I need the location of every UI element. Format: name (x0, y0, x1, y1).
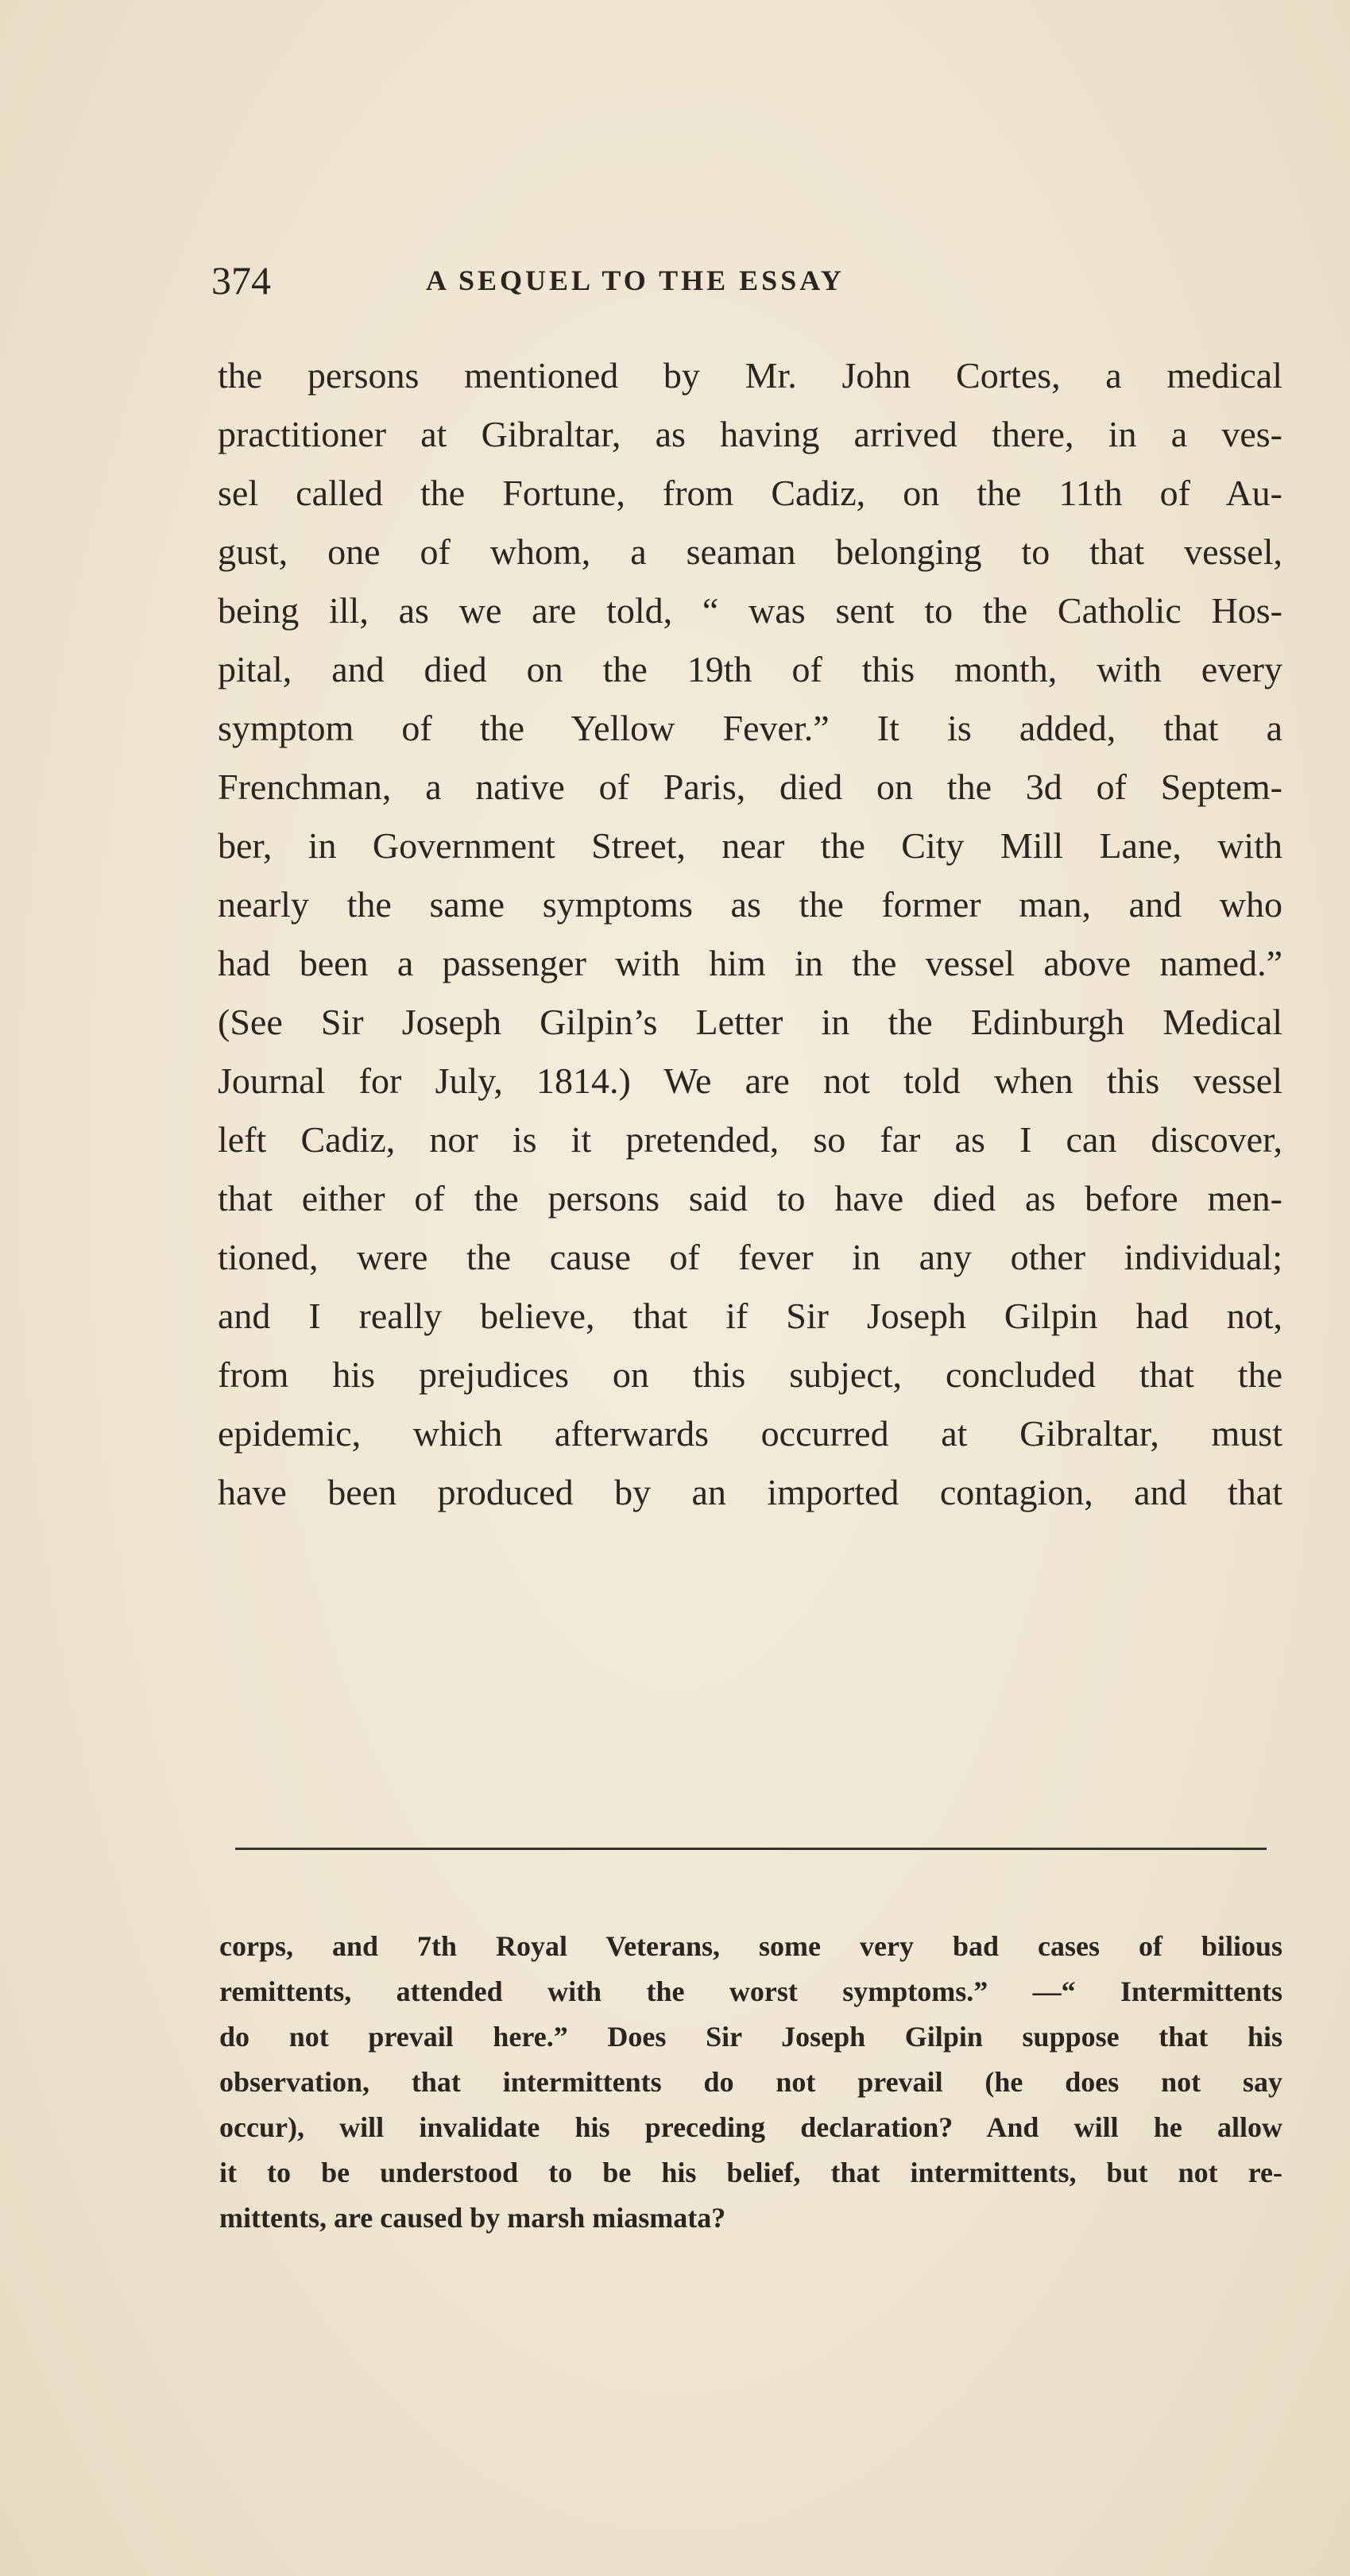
page-number: 374 (211, 258, 271, 303)
running-head: A SEQUEL TO THE ESSAY (426, 265, 845, 296)
body-line: left Cadiz, nor is it pretended, so far as I can discover, (218, 1119, 1282, 1160)
body-line: have been produced by an imported contagion, and that (218, 1472, 1282, 1512)
body-line: being ill, as we are told, “ was sent to the Catholic Hos- (218, 590, 1282, 631)
body-line: and I really believe, that if Sir Joseph Gilpin had not, (218, 1296, 1282, 1336)
body-line: (See Sir Joseph Gilpin’s Letter in the Edinburgh Medical (218, 1002, 1282, 1042)
body-line: pital, and died on the 19th of this month, with every (218, 649, 1282, 689)
body-line: ber, in Government Street, near the City Mill Lane, with (218, 825, 1282, 866)
footnote-line: do not prevail here.” Does Sir Joseph Gilpin suppose that his (219, 2021, 1282, 2053)
body-line: sel called the Fortune, from Cadiz, on the 11th of Au- (218, 473, 1282, 513)
body-line: epidemic, which afterwards occurred at Gibraltar, must (218, 1413, 1282, 1454)
footnote-line: occur), will invalidate his preceding declaration? And will he allow (219, 2111, 1282, 2143)
body-line: had been a passenger with him in the vessel above named.” (218, 943, 1282, 983)
body-line: the persons mentioned by Mr. John Cortes, a medical (218, 355, 1282, 396)
body-line: tioned, were the cause of fever in any other individual; (218, 1237, 1282, 1277)
footnote-line: mittents, are caused by marsh miasmata? (219, 2202, 726, 2234)
body-text (218, 346, 1282, 1522)
footnote-rule (235, 1848, 1267, 1850)
footnote (219, 1924, 1282, 2241)
page-header (211, 253, 1268, 308)
footnote-line: remittents, attended with the worst symptoms.” —“ Intermittents (219, 1975, 1282, 2007)
body-line: symptom of the Yellow Fever.” It is added, that a (218, 708, 1282, 748)
body-line: gust, one of whom, a seaman belonging to that vessel, (218, 531, 1282, 572)
footnote-line: it to be understood to be his belief, that intermittents, but not re- (219, 2157, 1282, 2188)
footnote-line: observation, that intermittents do not prevail (he does not say (219, 2066, 1282, 2098)
body-line: from his prejudices on this subject, concluded that the (218, 1354, 1282, 1395)
footnote-line: corps, and 7th Royal Veterans, some very bad cases of bilious (219, 1930, 1282, 1962)
body-line: nearly the same symptoms as the former man, and who (218, 884, 1282, 925)
body-line: Journal for July, 1814.) We are not told when this vessel (218, 1060, 1282, 1101)
body-line: that either of the persons said to have died as before men- (218, 1178, 1282, 1218)
body-line: practitioner at Gibraltar, as having arrived there, in a ves- (218, 414, 1282, 454)
body-line: Frenchman, a native of Paris, died on the 3d of Septem- (218, 767, 1282, 807)
